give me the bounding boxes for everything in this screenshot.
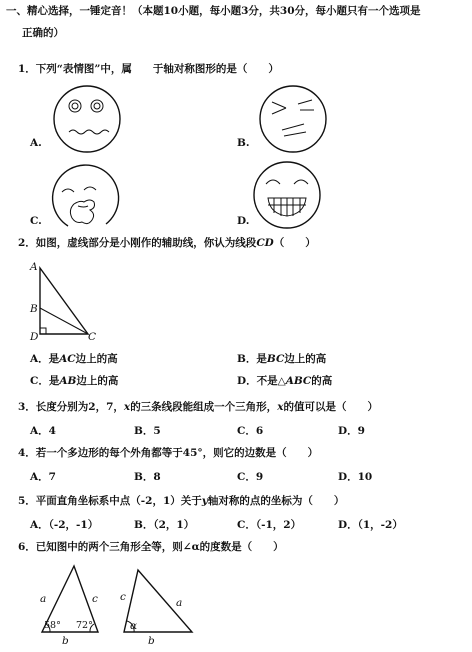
q6-fig2-alpha: α xyxy=(130,620,138,632)
q1-stem: 1．下列“表情图”中，属 于轴对称图形的是（ ） xyxy=(18,63,279,75)
section-header-line1: 一、精心选择，一锤定音！（本题10小题，每小题3分，共30分，每小题只有一个选项是 xyxy=(6,5,421,17)
emoji-face-b-icon xyxy=(258,84,328,154)
q2-label-d: D xyxy=(30,331,39,343)
q4-option-d: D．10 xyxy=(338,471,373,483)
q6-fig2-side-b: b xyxy=(148,635,155,647)
q5-option-b: B．（2，1） xyxy=(134,519,195,531)
emoji-face-c-icon xyxy=(48,166,118,236)
q2-stem-var: CD xyxy=(256,237,274,249)
section-header-line2: 正确的） xyxy=(22,27,64,39)
q3-option-b: B．5 xyxy=(134,425,161,437)
q5-option-a: A．（-2，-1） xyxy=(30,519,99,531)
q4-option-b: B．8 xyxy=(134,471,161,483)
q1-option-d: D. xyxy=(237,215,250,227)
q2-option-d: D．不是△ABC的高 xyxy=(237,375,333,387)
q2-label-c: C xyxy=(88,331,97,343)
q6-fig2-side-a: a xyxy=(176,597,183,609)
q6-stem: 6．已知图中的两个三角形全等，则∠α的度数是（ ） xyxy=(18,541,284,553)
q1-option-c: C. xyxy=(30,215,42,227)
q3-option-c: C．6 xyxy=(237,425,264,437)
q6-fig1-angle-72: 72° xyxy=(76,620,93,631)
emoji-face-a-icon xyxy=(52,84,122,154)
q2-stem-text: 2．如图，虚线部分是小刚作的辅助线，你认为线段 xyxy=(18,237,257,249)
q4-stem: 4．若一个多边形的每个外角都等于45°，则它的边数是（ ） xyxy=(18,447,319,459)
q4-option-c: C．9 xyxy=(237,471,264,483)
q6-fig2-side-c: c xyxy=(120,591,126,603)
q2-option-b: B．是BC边上的高 xyxy=(237,353,327,365)
q2-option-c: C．是AB边上的高 xyxy=(30,375,119,387)
q6-fig1-angle-58: 58° xyxy=(44,620,61,631)
q1-option-b: B. xyxy=(237,137,250,149)
q2-stem xyxy=(18,236,316,250)
q6-fig1-side-b: b xyxy=(62,635,69,647)
q3-stem: 3．长度分别为2，7，x的三条线段能组成一个三角形，x的值可以是（ ） xyxy=(18,401,378,413)
q4-option-a: A．7 xyxy=(30,471,56,483)
q3-option-a: A．4 xyxy=(30,425,56,437)
emoji-face-d-icon xyxy=(252,160,322,230)
q2-stem-end: （ ） xyxy=(273,237,316,249)
q2-label-a: A xyxy=(30,261,38,273)
q6-fig1-side-c: c xyxy=(92,593,98,605)
q1-option-a: A. xyxy=(30,137,42,149)
q6-fig1-side-a: a xyxy=(40,593,47,605)
q2-option-a: A．是AC边上的高 xyxy=(30,353,118,365)
q3-option-d: D．9 xyxy=(338,425,365,437)
q5-stem: 5．平面直角坐标系中点（-2，1）关于y轴对称的点的坐标为（ ） xyxy=(18,495,345,507)
q2-label-b: B xyxy=(30,303,38,315)
q5-option-d: D．（1，-2） xyxy=(338,519,403,531)
q5-option-c: C．（-1，2） xyxy=(237,519,302,531)
